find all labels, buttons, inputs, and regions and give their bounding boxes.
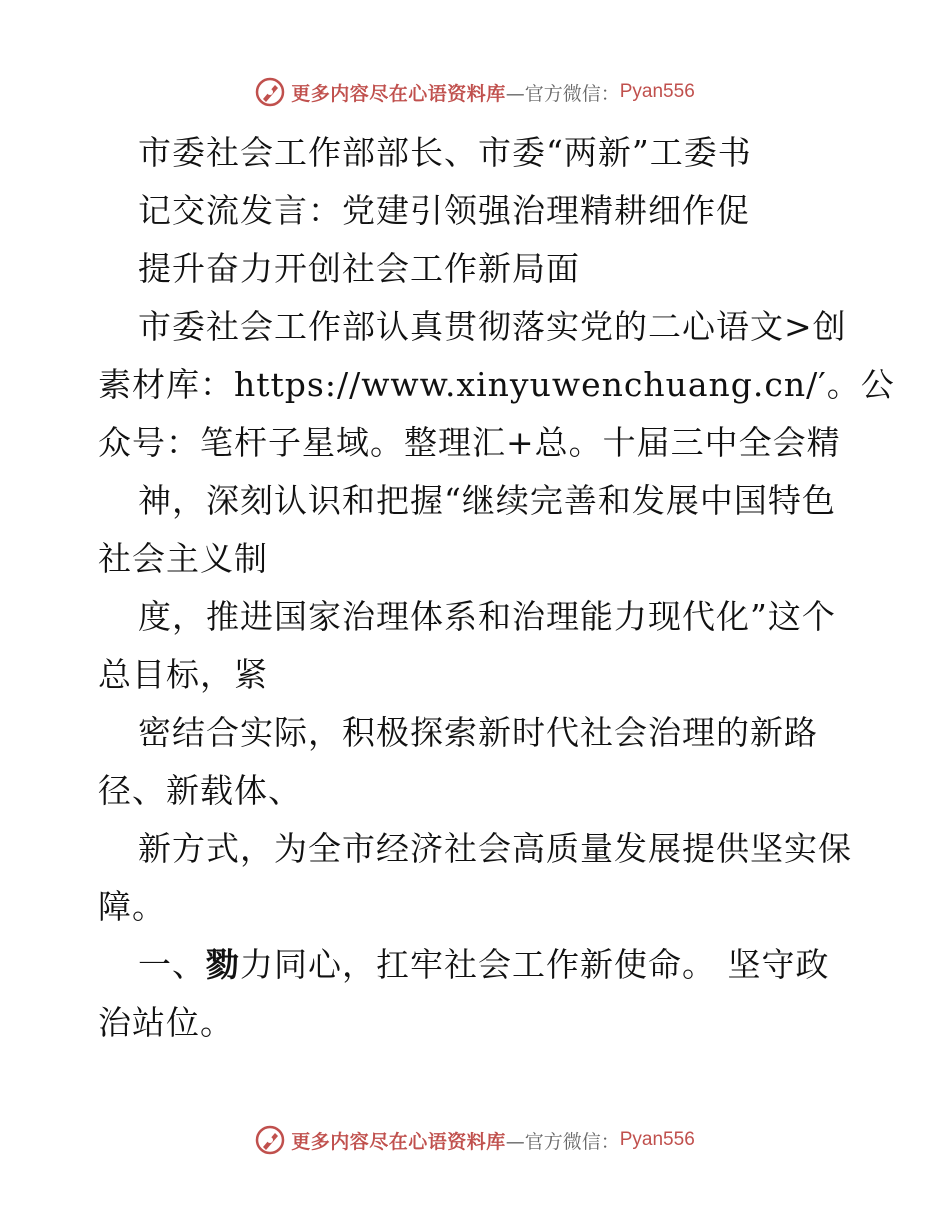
body-line: 度，推进国家治理体系和治理能力现代化”这个: [138, 597, 836, 636]
body-line: 总目标，紧: [98, 655, 268, 694]
pen-logo-icon: [255, 77, 285, 107]
body-line: 记交流发言：党建引领强治理精耕细作促: [138, 191, 750, 230]
watermark-handle: Pyan556: [619, 1129, 695, 1150]
body-line: 密结合实际，积极探索新时代社会治理的新路: [138, 713, 818, 752]
watermark-text: 更多内容尽在心语资料库: [291, 1130, 506, 1153]
watermark-separator: —官方微信：: [505, 82, 620, 105]
watermark-text: 更多内容尽在心语资料库: [291, 82, 506, 105]
body-line: 市委社会工作部认真贯彻落实党的二心语文>创: [138, 307, 847, 346]
section-continuation: 治站位。: [98, 1003, 234, 1042]
body-line: 障。: [98, 887, 166, 926]
watermark-separator: —官方微信：: [505, 1130, 620, 1153]
body-line: 径、新载体、: [98, 771, 302, 810]
section-bold-char: 勠: [206, 945, 240, 984]
document-body: [98, 124, 895, 1052]
body-line: 社会主义制: [98, 539, 268, 578]
pen-logo-icon: [255, 1125, 285, 1155]
watermark-handle: Pyan556: [619, 81, 695, 102]
body-line: 众号：笔杆子星域。整理汇+总。十届三中全会精: [98, 423, 841, 462]
body-line: 神，深刻认识和把握“继续完善和发展中国特色: [138, 481, 836, 520]
section-heading: [98, 936, 858, 994]
header-watermark: [0, 72, 950, 112]
body-line: 市委社会工作部部长、市委“两新”工委书: [138, 133, 752, 172]
body-line: 新方式，为全市经济社会高质量发展提供坚实保: [138, 829, 852, 868]
section-prefix: 一、: [138, 945, 206, 984]
body-line: 提升奋力开创社会工作新局面: [138, 249, 580, 288]
footer-watermark: [0, 1120, 950, 1160]
section-rest: 力同心，扛牢社会工作新使命。 坚守政: [240, 945, 830, 984]
body-line: 素材库：https://www.xinyuwenchuang.cn/′。公: [98, 365, 895, 404]
